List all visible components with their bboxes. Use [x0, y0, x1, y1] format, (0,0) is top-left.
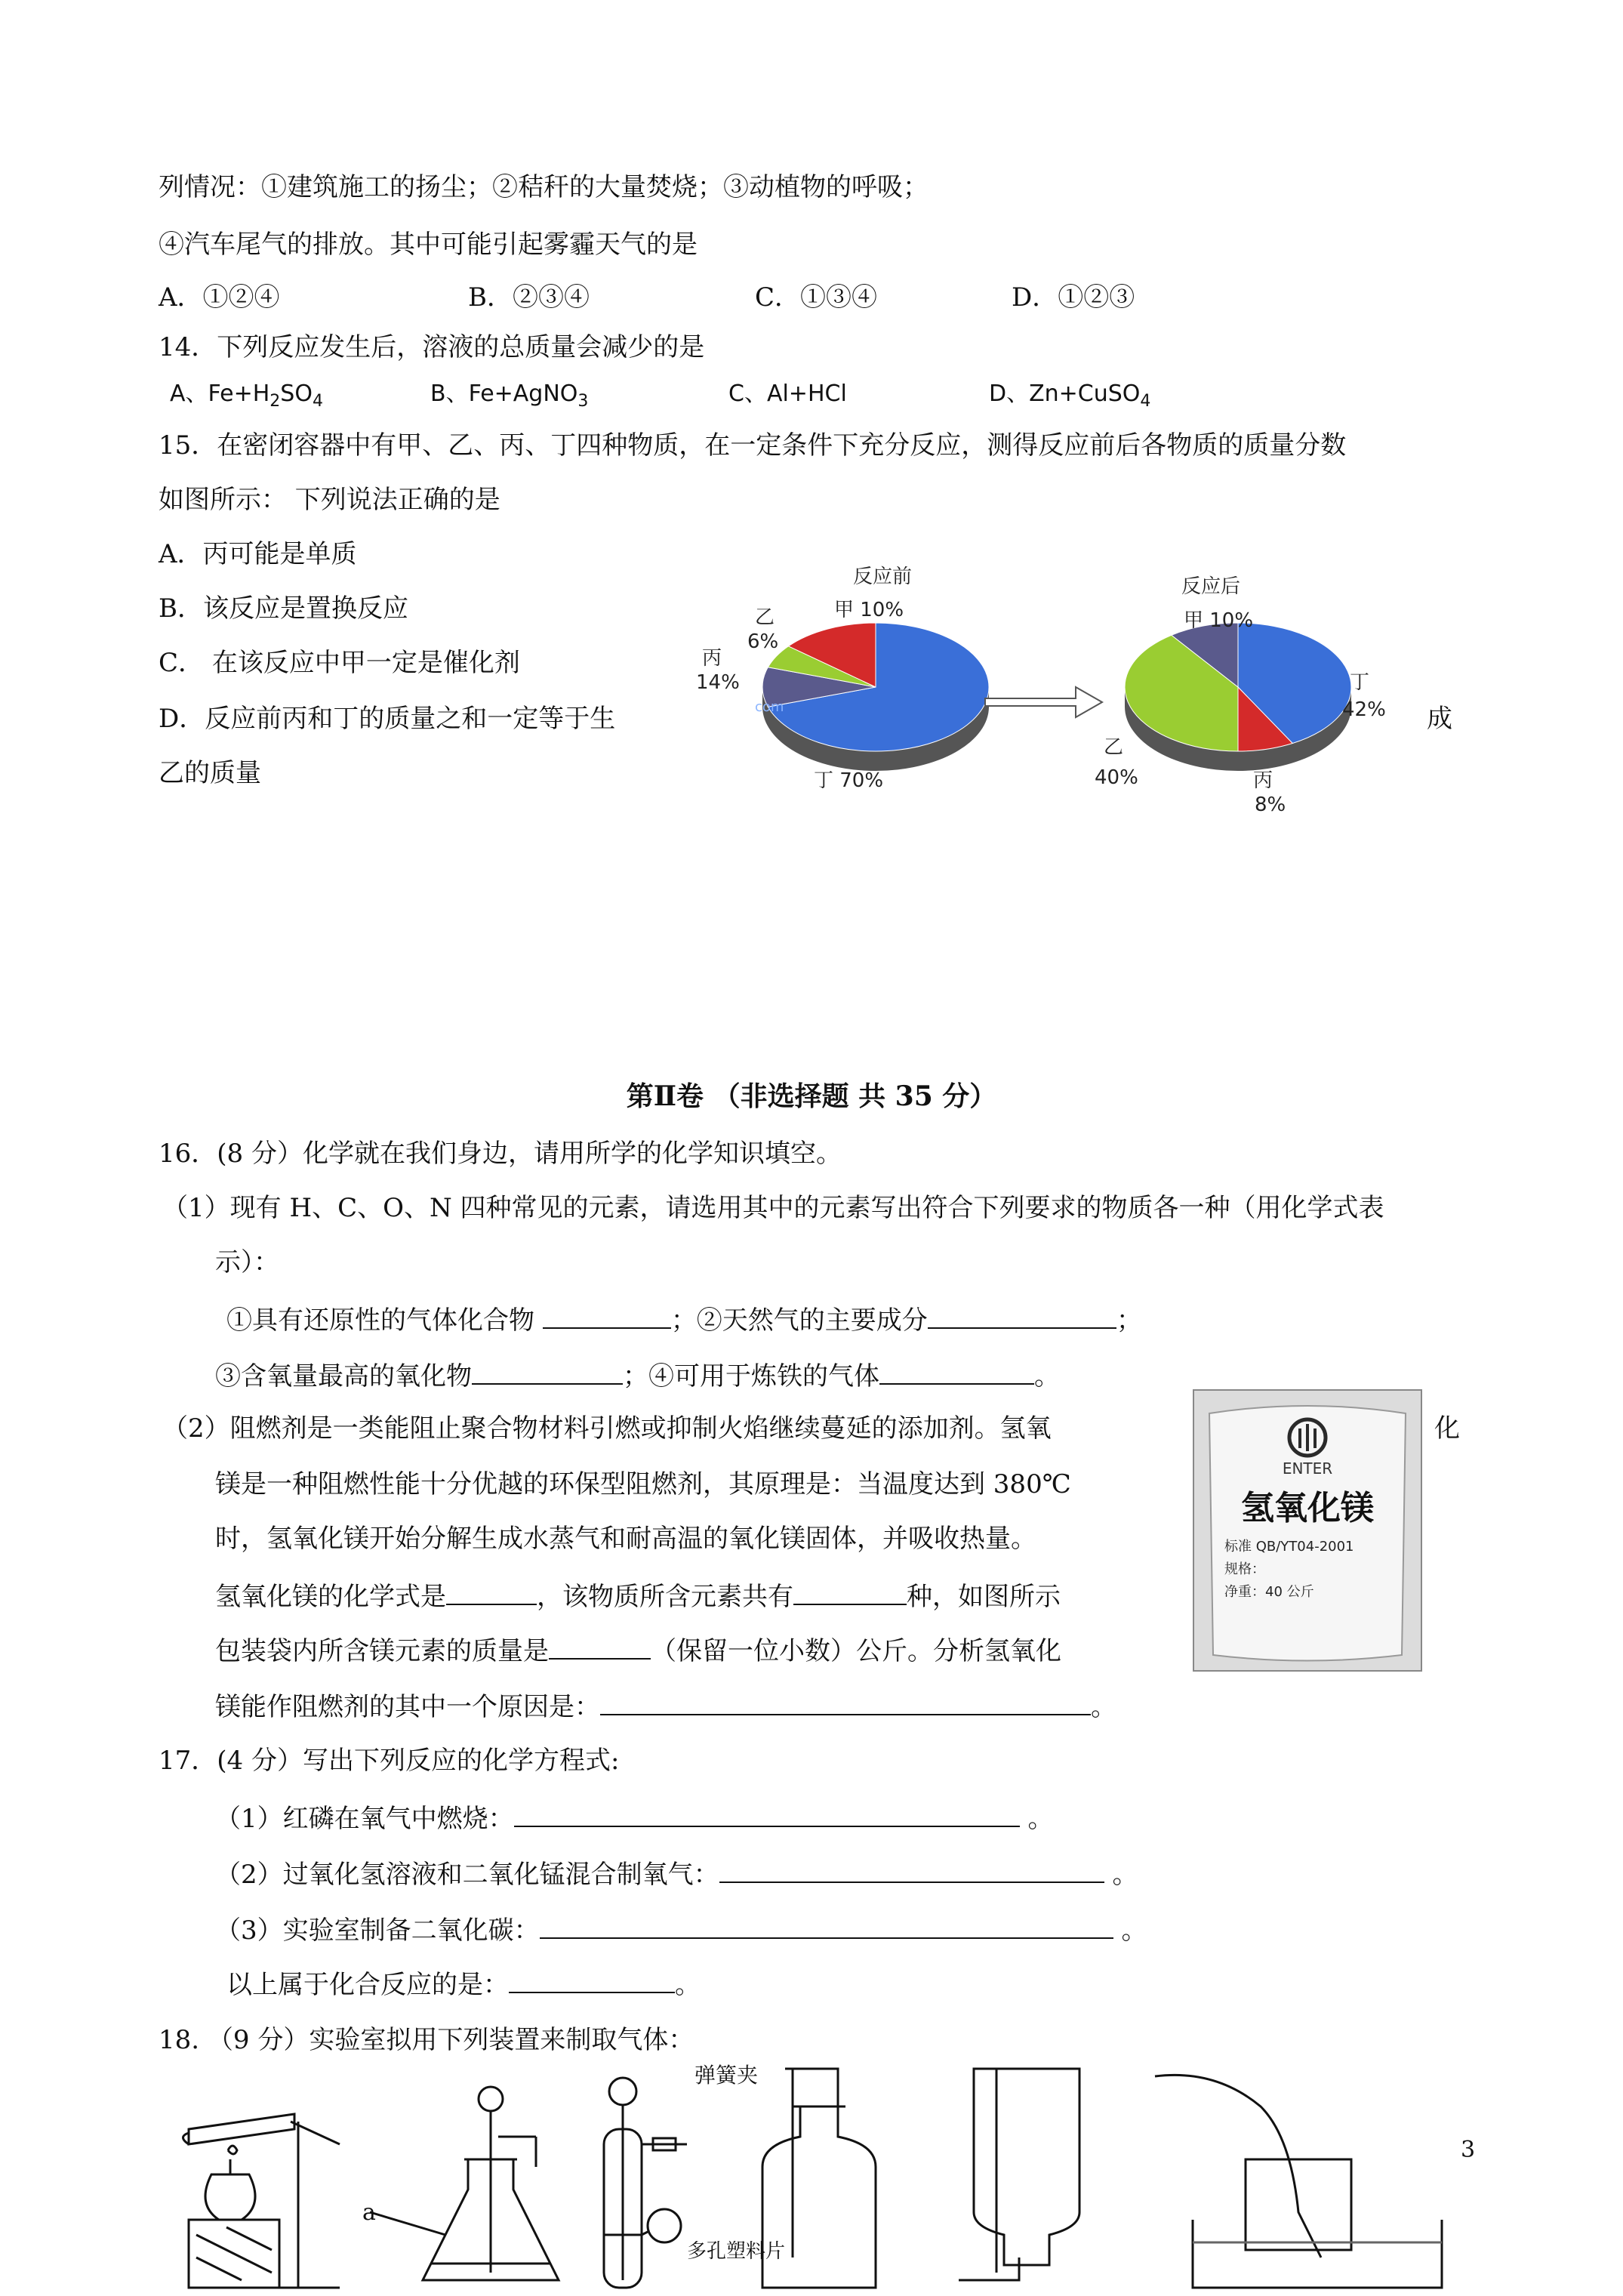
- q15-option-d-tail: 成: [1427, 704, 1452, 734]
- q17-item3: （3）实验室制备二氧化碳： 。: [215, 1912, 1147, 1947]
- answer-blank[interactable]: [793, 1578, 907, 1605]
- apparatus-f-water-trough: [1155, 2075, 1442, 2288]
- pie-before-label-yi: 6%: [747, 630, 779, 653]
- label-spring-clamp: 弹簧夹: [694, 2063, 759, 2088]
- answer-blank[interactable]: [472, 1358, 623, 1385]
- apparatus-b-flask-funnel: [370, 2087, 559, 2280]
- answer-blank[interactable]: [446, 1578, 537, 1605]
- pie-before-label-bing: 14%: [696, 671, 740, 694]
- answer-blank[interactable]: [549, 1632, 651, 1660]
- page-number: 3: [1461, 2137, 1476, 2163]
- answer-blank[interactable]: [509, 1966, 675, 1993]
- pie-after-label-jia: 甲 10%: [1184, 609, 1254, 632]
- pie-charts: [679, 551, 1434, 831]
- q14-option-b: B、Fe+AgNO$_3$: [430, 381, 589, 411]
- package-spec: 规格：: [1224, 1561, 1265, 1577]
- magnesium-hydroxide-package: [1193, 1389, 1422, 1672]
- pie-after-label-ding-name: 丁: [1350, 671, 1370, 694]
- pie-after-label-bing-name: 丙: [1253, 769, 1273, 792]
- label-a: a: [362, 2199, 376, 2226]
- q14-option-d: D、Zn+CuSO$_4$: [989, 381, 1151, 411]
- answer-blank[interactable]: [879, 1358, 1034, 1385]
- q16-stem: 16．(8 分）化学就在我们身边，请用所学的化学知识填空。: [159, 1139, 842, 1169]
- pie-before-title: 反应前: [853, 566, 913, 588]
- pie-after-label-ding: 42%: [1342, 698, 1386, 721]
- answer-blank[interactable]: [600, 1688, 1091, 1715]
- pie-after-title: 反应后: [1181, 575, 1241, 598]
- q15-option-b: B．该反应是置换反应: [159, 593, 408, 624]
- package-standard: 标准 QB/YT04-2001: [1224, 1539, 1354, 1555]
- q15-line2: 如图所示： 下列说法正确的是: [159, 485, 500, 515]
- q16-p1-row-b: ③含氧量最高的氧化物 ；④可用于炼铁的气体 。: [215, 1358, 1060, 1393]
- q13-option-c: C．①③④: [755, 282, 878, 313]
- q16-p2-line3: 时，氢氧化镁开始分解生成水蒸气和耐高温的氧化镁固体，并吸收热量。: [215, 1524, 1036, 1554]
- pie-after-label-bing: 8%: [1255, 794, 1286, 816]
- q16-p1-line1: （1）现有 H、C、O、N 四种常见的元素，请选用其中的元素写出符合下列要求的物质各一种（用化学式表: [162, 1193, 1384, 1223]
- q16-p2-tail: 化: [1434, 1413, 1460, 1444]
- q17-summary: 以上属于化合反应的是： 。: [226, 1966, 701, 2002]
- q13-line1: 列情况：①建筑施工的扬尘；②秸秆的大量焚烧；③动植物的呼吸；: [159, 172, 929, 202]
- q13-option-b: B．②③④: [468, 282, 590, 313]
- lab-apparatus-diagram: [143, 2061, 1487, 2296]
- q18-stem: 18. （9 分）实验室拟用下列装置来制取气体：: [159, 2025, 694, 2055]
- answer-blank[interactable]: [514, 1800, 1020, 1827]
- arrow-icon: [985, 687, 1102, 717]
- q17-item1: （1）红磷在氧气中燃烧： 。: [215, 1800, 1053, 1835]
- pie-after-label-yi-name: 乙: [1104, 736, 1124, 759]
- label-porous-plate: 多孔塑料片: [687, 2240, 786, 2263]
- q13-option-d: D．①②③: [1012, 282, 1135, 313]
- package-brand: ENTER: [1282, 1459, 1333, 1478]
- q17-stem: 17．(4 分）写出下列反应的化学方程式:: [159, 1746, 620, 1776]
- q16-p2-line6: 镁能作阻燃剂的其中一个原因是： 。: [215, 1688, 1116, 1724]
- package-weight: 净重：40 公斤: [1224, 1584, 1314, 1600]
- pie-before-label-bing-name: 丙: [702, 647, 722, 670]
- q16-p2-line5: 包装袋内所含镁元素的质量是 （保留一位小数）公斤。分析氢氧化: [215, 1632, 1061, 1668]
- pie-before-watermark: com: [755, 699, 784, 715]
- q16-p1-line2: 示）：: [215, 1247, 279, 1277]
- q14-option-c: C、Al+HCl: [728, 381, 847, 407]
- q15-option-d-cont: 乙的质量: [159, 758, 261, 788]
- answer-blank[interactable]: [719, 1856, 1104, 1883]
- pie-before-label-ding: 丁 70%: [814, 769, 884, 792]
- answer-blank[interactable]: [928, 1302, 1116, 1329]
- q17-item2: （2）过氧化氢溶液和二氧化锰混合制氧气： 。: [215, 1856, 1138, 1891]
- q16-p1-row-a: ①具有还原性的气体化合物 ；②天然气的主要成分 ；: [226, 1302, 1142, 1337]
- pie-before: [762, 623, 989, 771]
- apparatus-c-tube-clamp: [604, 2078, 687, 2288]
- q13-option-a: A．①②④: [159, 282, 280, 313]
- pie-after: [1125, 623, 1351, 771]
- q16-p2-line2: 镁是一种阻燃性能十分优越的环保型阻燃剂，其原理是：当温度达到 380℃: [215, 1469, 1071, 1499]
- q14-option-a: A、$Fe+H_2SO_4$: [170, 381, 323, 411]
- q15-line1: 15．在密闭容器中有甲、乙、丙、丁四种物质，在一定条件下充分反应，测得反应前后各物质的质量分数: [159, 430, 1347, 461]
- q16-p2-line1: （2）阻燃剂是一类能阻止聚合物材料引燃或抑制火焰继续蔓延的添加剂。氢氧: [162, 1413, 1052, 1444]
- section2-title: 第Ⅱ卷 （非选择题 共 35 分）: [626, 1080, 997, 1112]
- q15-option-a: A．丙可能是单质: [159, 539, 357, 569]
- apparatus-a-heating-tube: [183, 2114, 340, 2288]
- answer-blank[interactable]: [543, 1302, 671, 1329]
- q15-option-c: C． 在该反应中甲一定是催化剂: [159, 648, 520, 678]
- q13-line2: ④汽车尾气的排放。其中可能引起雾霾天气的是: [159, 230, 698, 260]
- q16-p2-line4: 氢氧化镁的化学式是 ，该物质所含元素共有 种，如图所示: [215, 1578, 1061, 1613]
- pie-before-label-jia: 甲 10%: [834, 599, 904, 621]
- q14-stem: 14．下列反应发生后，溶液的总质量会减少的是: [159, 332, 705, 362]
- apparatus-e-inverted-bottle: [959, 2069, 1079, 2280]
- q15-option-d: D．反应前丙和丁的质量之和一定等于生: [159, 704, 616, 734]
- pie-before-label-yi-name: 乙: [755, 606, 775, 629]
- pie-after-label-yi: 40%: [1095, 766, 1138, 789]
- answer-blank[interactable]: [540, 1912, 1113, 1939]
- package-name: 氢氧化镁: [1241, 1489, 1374, 1527]
